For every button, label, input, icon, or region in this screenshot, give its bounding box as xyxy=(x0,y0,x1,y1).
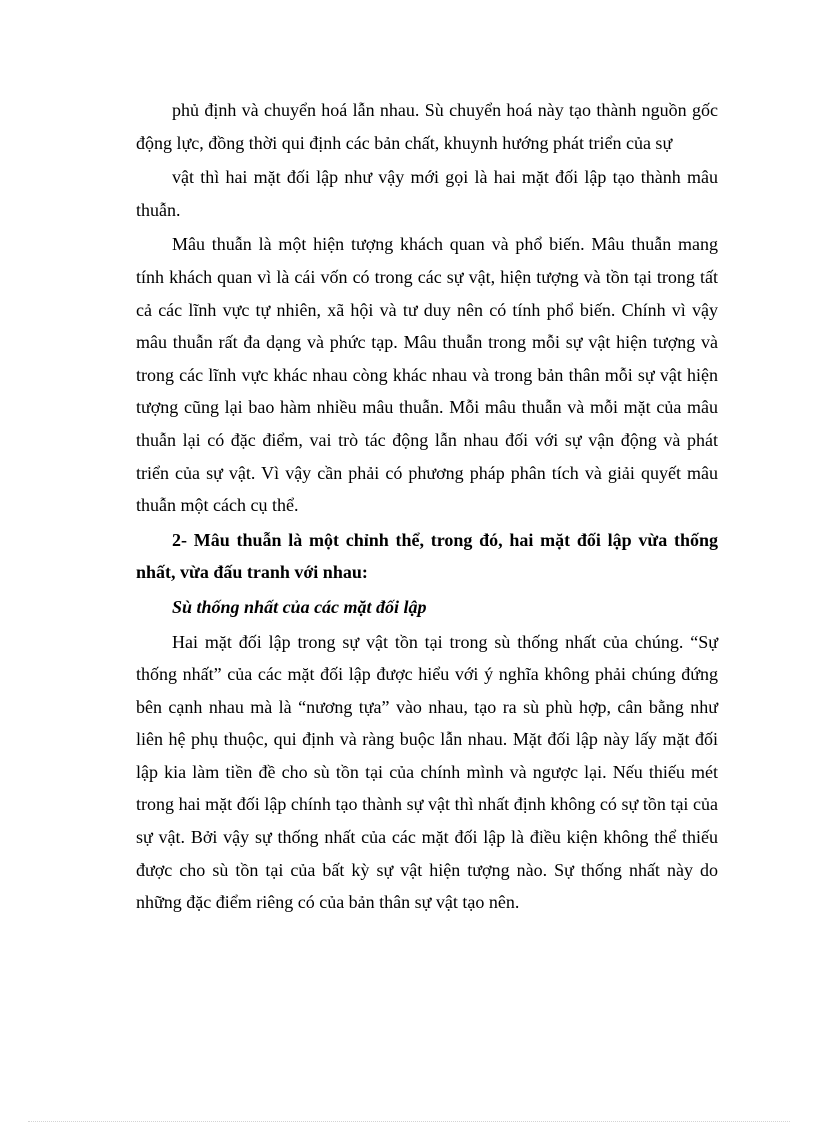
paragraph-1: phủ định và chuyển hoá lẫn nhau. Sù chuyển hoá này tạo thành nguồn gốc động lực, đồng thời qui định các bản chất, khuynh hướng phát triển của sự xyxy=(136,100,718,153)
subsection-heading: Sù thống nhất của các mặt đối lập xyxy=(172,596,427,617)
page-bottom-rule xyxy=(28,1121,790,1122)
paragraph-4: Hai mặt đối lập trong sự vật tồn tại trong sù thống nhất của chúng. “Sự thống nhất” của các mặt đối lập được hiểu với ý nghĩa không phải chúng đứng bên cạnh nhau mà là “nương tựa” vào nhau, tạo ra sù phù hợp, cân bằng như liên hệ phụ thuộc, qui định và ràng buộc lẫn nhau. Mặt đối lập này lấy mặt đối lập kia làm tiền đề cho sù tồn tại của chính mình và ngược lại. Nếu thiếu mét trong hai mặt đối lập chính tạo thành sự vật thì nhất định không có sự tồn tại của sự vật. Bởi vậy sự thống nhất của các mặt đối lập là điều kiện không thể thiếu được cho sù tồn tại của bất kỳ sự vật hiện tượng nào. Sự thống nhất này do những đặc điểm riêng có của bản thân sự vật tạo nên. xyxy=(136,631,718,913)
page-body xyxy=(136,94,718,919)
paragraph-2: vật thì hai mặt đối lập như vậy mới gọi là hai mặt đối lập tạo thành mâu thuẫn. xyxy=(136,167,718,220)
paragraph-3: Mâu thuẫn là một hiện tượng khách quan và phổ biến. Mâu thuẫn mang tính khách quan vì là cái vốn có trong các sự vật, hiện tượng và tồn tại trong tất cả các lĩnh vực tự nhiên, xã hội và tư duy nên có tính phổ biến. Chính vì vậy mâu thuẫn rất đa dạng và phức tạp. Mâu thuẫn trong mỗi sự vật hiện tượng và trong các lĩnh vực khác nhau còng khác nhau và trong bản thân mỗi sự vật hiện tượng cũng lại bao hàm nhiều mâu thuẫn. Mỗi mâu thuẫn và mỗi mặt của mâu thuẫn lại có đặc điểm, vai trò tác động lẫn nhau đối với sự vận động và phát triển của sự vật. Vì vậy cần phải có phương pháp phân tích và giải quyết mâu thuẫn một cách cụ thể. xyxy=(136,234,718,516)
section-heading: 2- Mâu thuẫn là một chỉnh thể, trong đó, hai mặt đối lập vừa thống nhất, vừa đấu tranh với nhau: xyxy=(136,529,718,583)
